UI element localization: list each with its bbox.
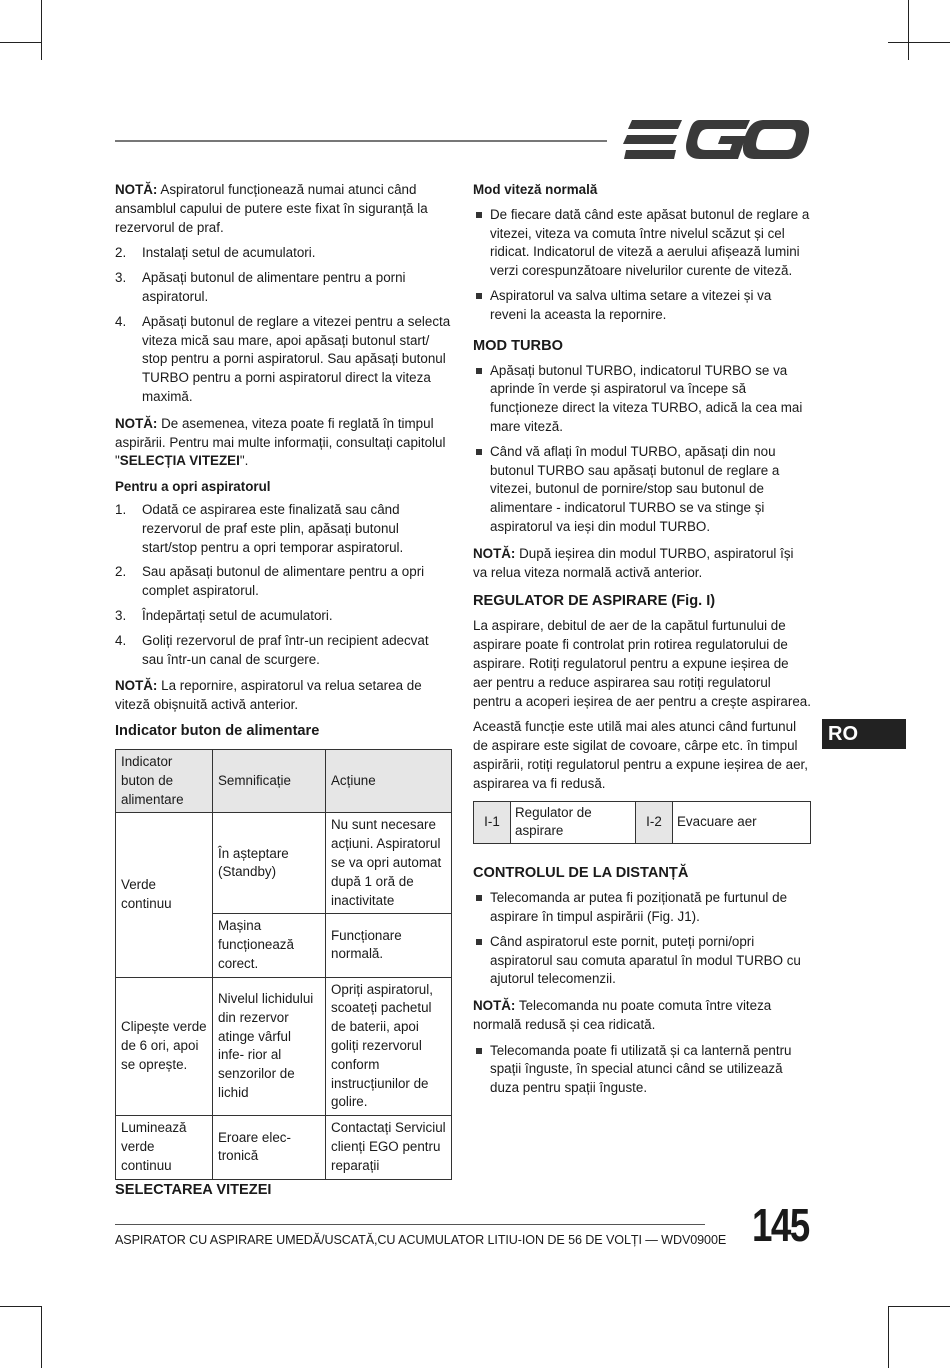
list-item: 2. Sau apăsați butonul de alimentare pentru a opri complet aspiratorul. xyxy=(115,564,425,599)
column-header: Acțiune xyxy=(326,749,452,812)
list-item: Telecomanda poate fi utilizată și ca lanternă pentru spații înguste, în special atunci când se utilizează duza pentru spații înguste. xyxy=(473,1042,811,1098)
footer-text: ASPIRATOR CU ASPIRARE UMEDĂ/USCATĂ,CU ACUMULATOR LITIU-ION DE 56 DE VOLȚI — WDV0900E xyxy=(115,1233,727,1247)
remote-heading: CONTROLUL DE LA DISTANȚĂ xyxy=(473,865,689,882)
bullet-icon xyxy=(473,1042,490,1098)
list-item: Când vă aflați în modul TURBO, apăsați din nou butonul TURBO sau apăsați butonul de reglare a vitezei, butonul de pornire/stop sau butonul de alimentare - indicatorul TURBO se va stinge și aspiratorul va ieși din modul TURBO. xyxy=(473,443,811,537)
table-cell: Evacuare aer xyxy=(673,801,811,844)
table-row xyxy=(474,801,811,844)
table-cell: Nu sunt necesare acțiuni. Aspiratorul se va opri automat după 1 oră de inactivitate xyxy=(326,813,452,914)
table-cell: Mașina funcționează corect. xyxy=(213,914,326,977)
list-item: De fiecare dată când este apăsat butonul de reglare a vitezei, viteza va comuta între nivelul scăzut și cel ridicat. Indicatorul de viteză a aerului afișează lumini verzi corespunzătoare nivelurilor curente de viteză. xyxy=(473,206,811,281)
note-turbo: NOTĂ: După ieșirea din modul TURBO, aspiratorul își va relua viteza normală activă anterior. xyxy=(473,545,794,580)
list-item: Telecomanda ar putea fi poziționată pe furtunul de aspirare în timpul aspirării (Fig. J1). xyxy=(473,889,811,927)
bullet-icon xyxy=(473,287,490,325)
column-header: Semnificație xyxy=(213,749,326,812)
list-item: 3. Îndepărtați setul de acumulatori. xyxy=(115,607,333,623)
regulator-paragraph: La aspirare, debitul de aer de la capătul furtunului de aspirare poate fi controlat prin rotirea regulatorului de aspirare. Rotiți regulatorul pentru a expune ieșirea de aer pentru a reduce aspirarea sau rotiți regulatorul pentru a acoperi ieșirea de aer pentru a crește aspirarea. xyxy=(473,618,811,709)
column-header: Indicator buton de alimentare xyxy=(116,749,213,812)
list-item: Când aspiratorul este pornit, puteți porni/opri aspiratorul sau comuta aparatul în modul TURBO cu ajutorul telecomenzii. xyxy=(473,933,811,989)
table-cell: Luminează verde continuu xyxy=(116,1116,213,1179)
table-row xyxy=(116,1116,452,1179)
regulator-paragraph: Această funcție este utilă mai ales atunci când furtunul de aspirare este sigilat de covoare, cârpe etc. în timpul aspirării, rotiți regulatorul pentru a expune ieșirea de aer, aspirarea va fi redusă. xyxy=(473,719,808,791)
table-row xyxy=(116,977,452,1116)
page-number: 145 xyxy=(752,1199,809,1251)
bullet-icon xyxy=(473,889,490,927)
crop-mark xyxy=(888,1306,889,1368)
table-cell: I-2 xyxy=(636,801,673,844)
list-item: Apăsați butonul TURBO, indicatorul TURBO se va aprinde în verde și aspiratorul va începe să funcționeze direct la viteza TURBO, adică la cea mai mare viteză. xyxy=(473,362,811,437)
table-cell: Opriți aspiratorul, scoateți pachetul de baterii, apoi goliți rezervorul conform instrucțiunilor de golire. xyxy=(326,977,452,1116)
crop-mark xyxy=(0,1306,42,1307)
list-item: 2. Instalați setul de acumulatori. xyxy=(115,245,316,261)
table-cell: Verde continuu xyxy=(116,813,213,977)
note-restart: NOTĂ: La repornire, aspiratorul va relua setarea de viteză obișnuită activă anterior. xyxy=(115,678,422,713)
table-cell: Regulator de aspirare xyxy=(511,801,636,844)
bullet-icon xyxy=(473,362,490,437)
left-column xyxy=(115,181,453,1180)
table-cell: Contactați Serviciul clienți EGO pentru reparații xyxy=(326,1116,452,1179)
indicator-table xyxy=(115,749,452,1180)
bullet-icon xyxy=(473,443,490,537)
table-cell: În așteptare (Standby) xyxy=(213,813,326,914)
list-item: 3. Apăsați butonul de alimentare pentru a porni aspiratorul. xyxy=(115,270,406,304)
turbo-heading: MOD TURBO xyxy=(473,337,563,354)
table-cell: Eroare elec- tronică xyxy=(213,1116,326,1179)
table-cell: Clipește verde de 6 ori, apoi se oprește. xyxy=(116,977,213,1116)
crop-mark xyxy=(41,0,42,60)
right-column xyxy=(473,181,811,1104)
regulator-heading: REGULATOR DE ASPIRARE (Fig. I) xyxy=(473,593,716,610)
crop-mark xyxy=(41,1306,42,1368)
header-rule xyxy=(115,140,607,142)
bullet-icon xyxy=(473,206,490,281)
list-item: 1. Odată ce aspirarea este finalizată sau când rezervorul de praf este plin, apăsați butonul start/stop pentru a opri temporar aspiratorul. xyxy=(115,501,404,555)
crop-mark xyxy=(888,42,950,43)
table-cell: Funcționare normală. xyxy=(326,914,452,977)
table-row xyxy=(116,813,452,914)
indicator-heading: Indicator buton de alimentare xyxy=(115,722,320,739)
note-speed: NOTĂ: De asemenea, viteza poate fi reglată în timpul aspirării. Pentru mai multe informații, consultați capitolul "SELECȚIA VITEZEI". xyxy=(115,415,446,469)
crop-mark xyxy=(908,0,909,60)
ego-logo xyxy=(622,118,810,162)
normal-mode-heading: Mod viteză normală xyxy=(473,182,598,197)
note-remote: NOTĂ: Telecomanda nu poate comuta între viteza normală redusă și cea ridicată. xyxy=(473,998,772,1032)
bullet-icon xyxy=(473,933,490,989)
table-cell: I-1 xyxy=(474,801,511,844)
selection-heading: SELECTAREA VITEZEI xyxy=(115,1182,272,1198)
stop-heading: Pentru a opri aspiratorul xyxy=(115,479,271,495)
footer-rule xyxy=(115,1224,705,1225)
crop-mark xyxy=(0,42,42,43)
language-tab: RO xyxy=(822,719,906,749)
note-start: NOTĂ: Aspiratorul funcționează numai atunci când ansamblul capului de putere este fixat în siguranță la rezervorul de praf. xyxy=(115,182,428,235)
list-item: 4. Apăsați butonul de reglare a vitezei pentru a selecta viteza mică sau mare, apoi apăsați butonul start/ stop pentru a porni aspiratorul. Sau apăsați butonul TURBO pentru a porni aspiratorul direct la viteza maximă. xyxy=(115,313,451,404)
list-item: Aspiratorul va salva ultima setare a vitezei și va reveni la aceasta la repornire. xyxy=(473,287,811,325)
regulator-table xyxy=(473,801,811,845)
table-header-row xyxy=(116,749,452,812)
crop-mark xyxy=(888,1306,950,1307)
table-cell: Nivelul lichidului din rezervor atinge vârful infe- rior al senzorilor de lichid xyxy=(213,977,326,1116)
list-item: 4. Goliți rezervorul de praf într-un recipient adecvat sau într-un canal de scurgere. xyxy=(115,632,429,667)
